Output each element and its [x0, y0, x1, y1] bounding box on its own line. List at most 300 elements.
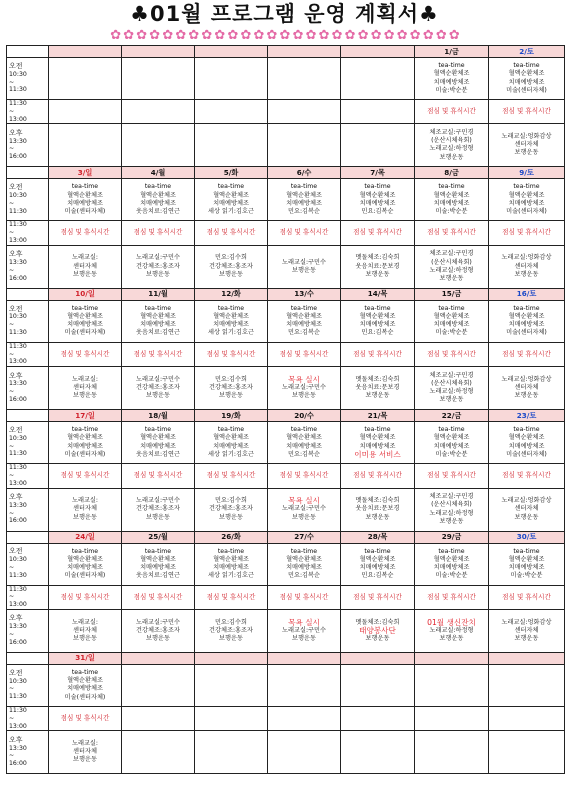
lunch-cell — [268, 706, 341, 730]
pm-cell — [195, 367, 268, 410]
program-item: 보행운동 — [73, 392, 97, 400]
program-item: 혈액순환체조 — [213, 313, 249, 321]
pm-cell — [268, 731, 341, 774]
program-item: 치매예방체조 — [359, 199, 396, 207]
program-item: (운산시체육회) — [431, 137, 472, 145]
program-item: 민요:김복순 — [288, 329, 320, 337]
am-cell — [268, 300, 341, 342]
program-item: tea-time — [290, 426, 318, 434]
week-header-row — [7, 46, 565, 58]
lunch-text: 점심 및 휴식시간 — [279, 592, 329, 601]
program-item: tea-time — [71, 669, 99, 677]
am-time-label-line: ~ — [9, 199, 15, 207]
program-item: tea-time — [364, 426, 391, 434]
program-item: 보행운동 — [439, 274, 464, 282]
lunch-time-label-line: 13:00 — [9, 115, 27, 123]
program-item: 혈액순환체조 — [433, 191, 470, 199]
program-item: 보행운동 — [146, 513, 170, 521]
day-header: 24/일 — [49, 531, 122, 543]
program-item: 치매예방체조 — [286, 199, 322, 207]
am-time-label-line: 오전 — [9, 183, 23, 192]
week-label-cell — [7, 46, 49, 58]
program-item: 목욕 실시 — [288, 496, 320, 506]
program-item: 보행운동 — [439, 396, 464, 404]
lunch-time-label-line: 13:00 — [9, 236, 27, 244]
program-item: 민요:김복순 — [288, 572, 320, 580]
program-item: 체조교실:구민경 — [429, 250, 474, 258]
program-item: 치매예방체조 — [67, 564, 103, 572]
lunch-text: 점심 및 휴식시간 — [279, 228, 329, 237]
am-cell — [489, 422, 565, 464]
program-item: tea-time — [217, 304, 245, 312]
program-item: tea-time — [438, 426, 465, 434]
program-item: 보행운동 — [514, 392, 539, 400]
program-item: 멧돌체조:김숙희 — [355, 497, 400, 505]
program-item: 미술(센터자체) — [64, 329, 106, 337]
pm-time-label-line: 오후 — [9, 614, 23, 623]
program-item: tea-time — [71, 547, 99, 555]
am-cell — [268, 543, 341, 585]
lunch-cell — [122, 706, 195, 730]
am-cell — [195, 543, 268, 585]
lunch-cell — [341, 342, 415, 366]
program-item: 노래교실:구민수 — [136, 497, 180, 505]
lunch-time-label-line: ~ — [9, 593, 15, 601]
pm-cell — [489, 488, 565, 531]
program-item: 노래교실:구민수 — [282, 505, 326, 513]
pm-row — [7, 367, 565, 410]
am-cell — [341, 543, 415, 585]
program-item: 건강체조:홍조자 — [136, 262, 180, 270]
pm-time-label — [7, 731, 49, 774]
program-item: 보행운동 — [146, 392, 170, 400]
program-item: 센터자체 — [73, 384, 97, 392]
week-label-cell — [7, 531, 49, 543]
day-header: 21/목 — [341, 410, 415, 422]
program-item: 보행운동 — [219, 513, 243, 521]
program-item: 건강체조:홍조자 — [136, 505, 180, 513]
lunch-time-label-line: ~ — [9, 714, 15, 722]
program-item: 치매예방체조 — [67, 199, 103, 207]
lunch-cell — [415, 585, 489, 609]
program-item: 노래교실:엉화감상 — [501, 375, 552, 383]
program-item: 혈액순환체조 — [140, 191, 176, 199]
am-time-label — [7, 58, 49, 100]
lunch-text: 점심 및 휴식시간 — [427, 107, 476, 116]
program-item: 민요:김복순 — [361, 572, 394, 580]
program-item: 미술(센터자체) — [506, 450, 547, 458]
lunch-cell — [415, 100, 489, 124]
lunch-cell — [341, 706, 415, 730]
am-time-label-line: ~ — [9, 442, 15, 450]
lunch-cell — [268, 342, 341, 366]
program-item: 혈액순환체조 — [508, 191, 545, 199]
program-item: 치매예방체조 — [359, 442, 396, 450]
program-item: 혈액순환체조 — [67, 677, 103, 685]
day-header — [122, 46, 195, 58]
lunch-cell — [341, 585, 415, 609]
pm-row — [7, 731, 565, 774]
program-item: 태양봉사단 — [359, 625, 396, 635]
program-item: 건강체조:홍조자 — [209, 262, 253, 270]
program-item: 미술(센터자체) — [506, 86, 547, 94]
pm-time-label-line: ~ — [9, 509, 15, 517]
lunch-text: 점심 및 휴식시간 — [427, 349, 476, 358]
lunch-text: 점심 및 휴식시간 — [502, 592, 551, 601]
day-header — [341, 652, 415, 664]
am-row — [7, 422, 565, 464]
pm-cell — [49, 245, 122, 288]
lunch-cell — [49, 221, 122, 245]
day-header: 13/수 — [268, 288, 341, 300]
program-item: 건강체조:홍조자 — [136, 626, 180, 634]
pm-cell — [122, 609, 195, 652]
pm-cell — [415, 488, 489, 531]
pm-time-label-line: 16:00 — [9, 153, 27, 161]
am-cell — [122, 179, 195, 221]
lunch-text: 점심 및 휴식시간 — [353, 228, 402, 237]
program-item: 민요:김수희 — [215, 254, 247, 262]
flower-border: ✿ ✿ ✿ ✿ ✿ ✿ ✿ ✿ ✿ ✿ ✿ ✿ ✿ ✿ ✿ ✿ ✿ ✿ ✿ ✿ ✿ ✿ ✿ ✿ ✿ ✿ ✿ — [110, 28, 459, 43]
lunch-time-label-line: ~ — [9, 229, 15, 237]
am-time-label-line: 11:30 — [9, 207, 27, 215]
am-time-label — [7, 664, 49, 706]
program-item: 목욕 실시 — [288, 374, 320, 384]
lunch-cell — [49, 342, 122, 366]
am-row — [7, 300, 565, 342]
am-time-label-line: 오전 — [9, 304, 23, 313]
am-time-label-line: ~ — [9, 78, 15, 86]
pm-time-label-line: ~ — [9, 266, 15, 274]
program-item: 치매예방체조 — [67, 321, 103, 329]
lunch-cell — [195, 100, 268, 124]
am-cell — [415, 300, 489, 342]
lunch-cell — [415, 342, 489, 366]
program-item: 건강체조:홍조자 — [209, 626, 253, 634]
program-item: 건강체조:홍조자 — [136, 384, 180, 392]
am-time-label — [7, 179, 49, 221]
program-item: 노래교실: — [72, 254, 98, 262]
program-item: tea-time — [290, 547, 318, 555]
pm-cell — [49, 488, 122, 531]
lunch-row — [7, 100, 565, 124]
program-item: tea-time — [513, 426, 540, 434]
pm-time-label-line: 16:00 — [9, 638, 27, 646]
lunch-cell — [489, 585, 565, 609]
pm-time-label-line: 오후 — [9, 250, 23, 259]
pm-time-label-line: 16:00 — [9, 517, 27, 525]
program-item: tea-time — [364, 547, 391, 555]
lunch-row — [7, 585, 565, 609]
program-item: 건강체조:홍조자 — [209, 384, 253, 392]
lunch-cell — [268, 585, 341, 609]
program-item: 미술:박순분 — [435, 208, 468, 216]
am-cell — [268, 664, 341, 706]
lunch-cell — [415, 464, 489, 488]
am-cell — [341, 58, 415, 100]
program-item: 혈액순환체조 — [359, 191, 396, 199]
am-cell — [341, 179, 415, 221]
program-item: 센터자체 — [514, 505, 539, 513]
lunch-time-label-line: 11:30 — [9, 100, 27, 107]
program-item: 노래교실: — [72, 618, 98, 626]
pm-cell — [122, 367, 195, 410]
program-item: 미술(센터자체) — [64, 208, 106, 216]
am-row — [7, 179, 565, 221]
program-item: 민요:김복순 — [361, 208, 394, 216]
program-item: 보행운동 — [292, 635, 316, 643]
lunch-time-label — [7, 585, 49, 609]
program-item: tea-time — [513, 547, 540, 555]
program-item: 보행운동 — [73, 635, 97, 643]
program-item: tea-time — [513, 304, 540, 312]
am-time-label-line: 오전 — [9, 61, 23, 70]
am-time-label-line: ~ — [9, 685, 15, 693]
lunch-cell — [122, 464, 195, 488]
day-header: 8/금 — [415, 167, 489, 179]
program-item: 웃음치료:문보경 — [355, 384, 400, 392]
program-item: 보행운동 — [292, 392, 316, 400]
am-row — [7, 664, 565, 706]
program-item: 노래교실: — [72, 375, 98, 383]
program-item: 세상 읽기:김호근 — [208, 329, 254, 337]
am-cell — [122, 300, 195, 342]
am-cell — [49, 300, 122, 342]
pm-time-label — [7, 488, 49, 531]
am-time-label-line: 11:30 — [9, 86, 27, 94]
pm-time-label-line: 13:30 — [9, 744, 27, 752]
program-item: 치매예방체조 — [508, 564, 545, 572]
week-label-cell — [7, 652, 49, 664]
am-cell — [341, 422, 415, 464]
pm-time-label-line: 13:30 — [9, 137, 27, 145]
day-header — [195, 46, 268, 58]
week-label-cell — [7, 167, 49, 179]
day-header: 4/월 — [122, 167, 195, 179]
am-cell — [49, 179, 122, 221]
am-time-label-line: 10:30 — [9, 192, 27, 200]
program-item: 보행운동 — [146, 635, 170, 643]
program-item: 혈액순환체조 — [508, 313, 545, 321]
pm-time-label-line: 오후 — [9, 128, 23, 137]
program-item: 보행운동 — [514, 149, 539, 157]
lunch-cell — [341, 464, 415, 488]
lunch-time-label — [7, 706, 49, 730]
pm-cell — [268, 124, 341, 167]
program-item: 보행운동 — [292, 513, 316, 521]
am-cell — [489, 300, 565, 342]
program-item: 노래교실:하정형 — [429, 266, 474, 274]
day-header: 25/월 — [122, 531, 195, 543]
day-header: 12/화 — [195, 288, 268, 300]
program-item: 노래교실:엉화감상 — [501, 133, 552, 141]
day-header: 20/수 — [268, 410, 341, 422]
pm-cell — [49, 367, 122, 410]
pm-cell — [341, 731, 415, 774]
program-item: (운산시체육회) — [431, 258, 472, 266]
program-item: 치매예방체조 — [508, 199, 545, 207]
lunch-text: 점심 및 휴식시간 — [427, 228, 476, 237]
am-cell — [489, 543, 565, 585]
program-item: 보행운동 — [146, 270, 170, 278]
program-item: 미술:박순분 — [435, 86, 468, 94]
am-cell — [341, 300, 415, 342]
program-item: 보행운동 — [439, 153, 464, 161]
pm-time-label — [7, 367, 49, 410]
program-item: 치매예방체조 — [359, 564, 396, 572]
day-header: 10/일 — [49, 288, 122, 300]
pm-row — [7, 488, 565, 531]
program-item: 미술:박순분 — [435, 572, 468, 580]
program-item: 미술(센터자체) — [506, 329, 547, 337]
week-header-row — [7, 288, 565, 300]
pm-cell — [195, 488, 268, 531]
lunch-text: 점심 및 휴식시간 — [60, 349, 110, 358]
program-item: 혈액순환체조 — [359, 434, 396, 442]
lunch-text: 점심 및 휴식시간 — [60, 592, 110, 601]
lunch-time-label-line: 11:30 — [9, 464, 27, 472]
pm-cell — [341, 488, 415, 531]
lunch-cell — [122, 585, 195, 609]
program-item: 노래교실:구민수 — [282, 384, 326, 392]
lunch-cell — [268, 100, 341, 124]
program-item: 센터자체 — [514, 384, 539, 392]
lunch-text: 점심 및 휴식시간 — [133, 228, 183, 237]
program-item: 치매예방체조 — [286, 564, 322, 572]
pm-cell — [49, 124, 122, 167]
day-header: 29/금 — [415, 531, 489, 543]
program-item: 노래교실:엉화감상 — [501, 497, 552, 505]
program-item: 혈액순환체조 — [433, 555, 470, 563]
pm-time-label-line: 13:30 — [9, 501, 27, 509]
program-item: 혈액순환체조 — [433, 313, 470, 321]
week-header-row — [7, 167, 565, 179]
pm-cell — [489, 124, 565, 167]
program-item: tea-time — [144, 547, 172, 555]
program-item: 보행운동 — [365, 513, 390, 521]
lunch-time-label-line: 13:00 — [9, 722, 27, 730]
program-item: 치매예방체조 — [67, 442, 103, 450]
lunch-time-label-line: 11:30 — [9, 585, 27, 593]
program-item: 웃음치료:문보경 — [355, 505, 400, 513]
program-item: 혈액순환체조 — [140, 434, 176, 442]
program-item: 노래교실:구민수 — [136, 618, 180, 626]
am-cell — [415, 58, 489, 100]
pm-cell — [122, 245, 195, 288]
pm-time-label-line: 16:00 — [9, 274, 27, 282]
program-item: 혈액순환체조 — [359, 555, 396, 563]
lunch-text: 점심 및 휴식시간 — [427, 471, 476, 480]
day-header — [341, 46, 415, 58]
am-cell — [195, 300, 268, 342]
program-item: 치매예방체조 — [213, 442, 249, 450]
am-time-label-line: 10:30 — [9, 313, 27, 321]
pm-cell — [415, 367, 489, 410]
pm-cell — [195, 731, 268, 774]
program-item: 센터자체 — [514, 141, 539, 149]
program-item: 센터자체 — [514, 262, 539, 270]
program-item: 노래교실:구민수 — [136, 375, 180, 383]
program-item: 센터자체 — [73, 748, 97, 756]
program-item: 보행운동 — [514, 270, 539, 278]
week-header-row — [7, 652, 565, 664]
program-item: 혈액순환체조 — [508, 70, 545, 78]
lunch-text: 점심 및 휴식시간 — [133, 471, 183, 480]
am-time-label-line: 11:30 — [9, 450, 27, 458]
am-cell — [415, 422, 489, 464]
program-item: tea-time — [513, 183, 540, 191]
lunch-time-label — [7, 100, 49, 124]
lunch-text: 점심 및 휴식시간 — [279, 471, 329, 480]
pm-cell — [415, 245, 489, 288]
am-time-label-line: 11:30 — [9, 693, 27, 701]
program-item: 01월 생신잔치 — [427, 617, 476, 627]
pm-time-label-line: ~ — [9, 752, 15, 760]
program-item: tea-time — [438, 547, 465, 555]
program-item: 민요:김수희 — [215, 497, 247, 505]
program-item: 치매예방체조 — [140, 199, 176, 207]
lunch-text: 점심 및 휴식시간 — [502, 349, 551, 358]
lunch-time-label-line: 13:00 — [9, 358, 27, 366]
day-header: 31/일 — [49, 652, 122, 664]
program-item: 치매예방체조 — [286, 442, 322, 450]
am-cell — [268, 422, 341, 464]
program-item: 노래교실:구민수 — [136, 254, 180, 262]
program-item: 혈액순환체조 — [508, 555, 545, 563]
program-item: 치매예방체조 — [433, 564, 470, 572]
pm-cell — [415, 609, 489, 652]
program-item: 혈액순환체조 — [286, 191, 322, 199]
program-item: 체조교실:구민경 — [429, 493, 474, 501]
lunch-cell — [122, 100, 195, 124]
am-time-label-line: ~ — [9, 564, 15, 572]
am-time-label-line: 10:30 — [9, 434, 27, 442]
pm-time-label — [7, 609, 49, 652]
lunch-cell — [49, 585, 122, 609]
lunch-time-label-line: ~ — [9, 350, 15, 358]
program-item: 체조교실:구민경 — [429, 128, 474, 136]
program-item: 미술(센터자체) — [64, 572, 106, 580]
am-cell — [268, 58, 341, 100]
pm-cell — [49, 731, 122, 774]
lunch-cell — [195, 706, 268, 730]
program-item: 치매예방체조 — [508, 442, 545, 450]
lunch-cell — [268, 221, 341, 245]
program-item: 센터자체 — [514, 626, 539, 634]
program-item: tea-time — [144, 183, 172, 191]
lunch-row — [7, 221, 565, 245]
pm-time-label-line: 13:30 — [9, 623, 27, 631]
program-item: 혈액순환체조 — [67, 555, 103, 563]
program-item: 웃음치료:김연근 — [136, 329, 180, 337]
program-item: 혈액순환체조 — [213, 434, 249, 442]
day-header — [489, 652, 565, 664]
program-item: tea-time — [217, 426, 245, 434]
program-item: 노래교실:하정형 — [429, 388, 474, 396]
lunch-row — [7, 706, 565, 730]
day-header: 3/일 — [49, 167, 122, 179]
am-cell — [49, 58, 122, 100]
program-item: 웃음치료:문보경 — [355, 262, 400, 270]
program-item: 치매예방체조 — [508, 78, 545, 86]
lunch-row — [7, 342, 565, 366]
pm-cell — [268, 367, 341, 410]
day-header — [49, 46, 122, 58]
lunch-cell — [489, 464, 565, 488]
program-item: 혈액순환체조 — [433, 70, 470, 78]
program-item: tea-time — [144, 304, 172, 312]
program-item: 미술(센터자체) — [64, 450, 106, 458]
